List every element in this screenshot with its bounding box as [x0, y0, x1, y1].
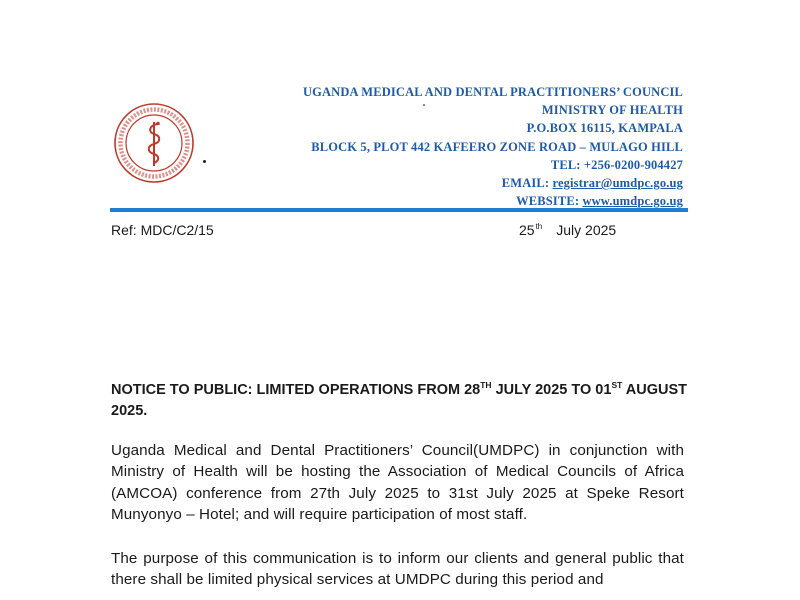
caduceus-seal-icon	[113, 102, 195, 184]
ministry: MINISTRY OF HEALTH	[541, 103, 683, 118]
date-month-year: July 2025	[556, 222, 617, 238]
notice-part: AUGUST 2025.	[111, 382, 688, 419]
notice-part: NOTICE TO PUBLIC: LIMITED OPERATIONS FROM 28	[111, 382, 481, 398]
website-label: WEBSITE:	[516, 194, 583, 209]
header-divider	[110, 208, 688, 212]
email-link[interactable]: registrar@umdpc.go.ug	[552, 176, 683, 191]
notice-title	[111, 375, 696, 422]
reference-number: Ref: MDC/C2/15	[111, 222, 214, 238]
letterhead	[303, 83, 683, 210]
address: BLOCK 5, PLOT 442 KAFEERO ZONE ROAD – MULAGO HILL	[311, 139, 683, 154]
telephone: TEL: +256-0200-904427	[550, 157, 683, 172]
notice-sup: TH	[480, 380, 492, 390]
org-name: UGANDA MEDICAL AND DENTAL PRACTITIONERS’ COUNCIL	[302, 85, 683, 99]
email-label: EMAIL:	[501, 176, 553, 191]
notice-part: JULY 2025 TO 01	[491, 382, 612, 398]
letter-date	[519, 222, 616, 238]
date-day: 25	[519, 222, 535, 238]
notice-sup: ST	[611, 380, 623, 390]
body-paragraph: The purpose of this communication is to inform our clients and general public that there shall be limited physical services at UMDPC during this period and	[111, 550, 684, 589]
date-suffix: th	[535, 222, 543, 231]
po-box: P.O.BOX 16115, KAMPALA	[526, 121, 683, 136]
email-line	[303, 174, 683, 192]
body-paragraph: Uganda Medical and Dental Practitioners’ Council(UMDPC) in conjunction with Ministry of Health will be hosting the Association of Medical Councils of Africa (AMCOA) conference from 27th July 2025 to 31st July 2025 at Speke Resort Munyonyo – Hotel; and will require participation of most staff.	[111, 442, 684, 523]
website-link[interactable]: www.umdpc.go.ug	[582, 194, 683, 209]
mark-dot	[203, 160, 206, 163]
